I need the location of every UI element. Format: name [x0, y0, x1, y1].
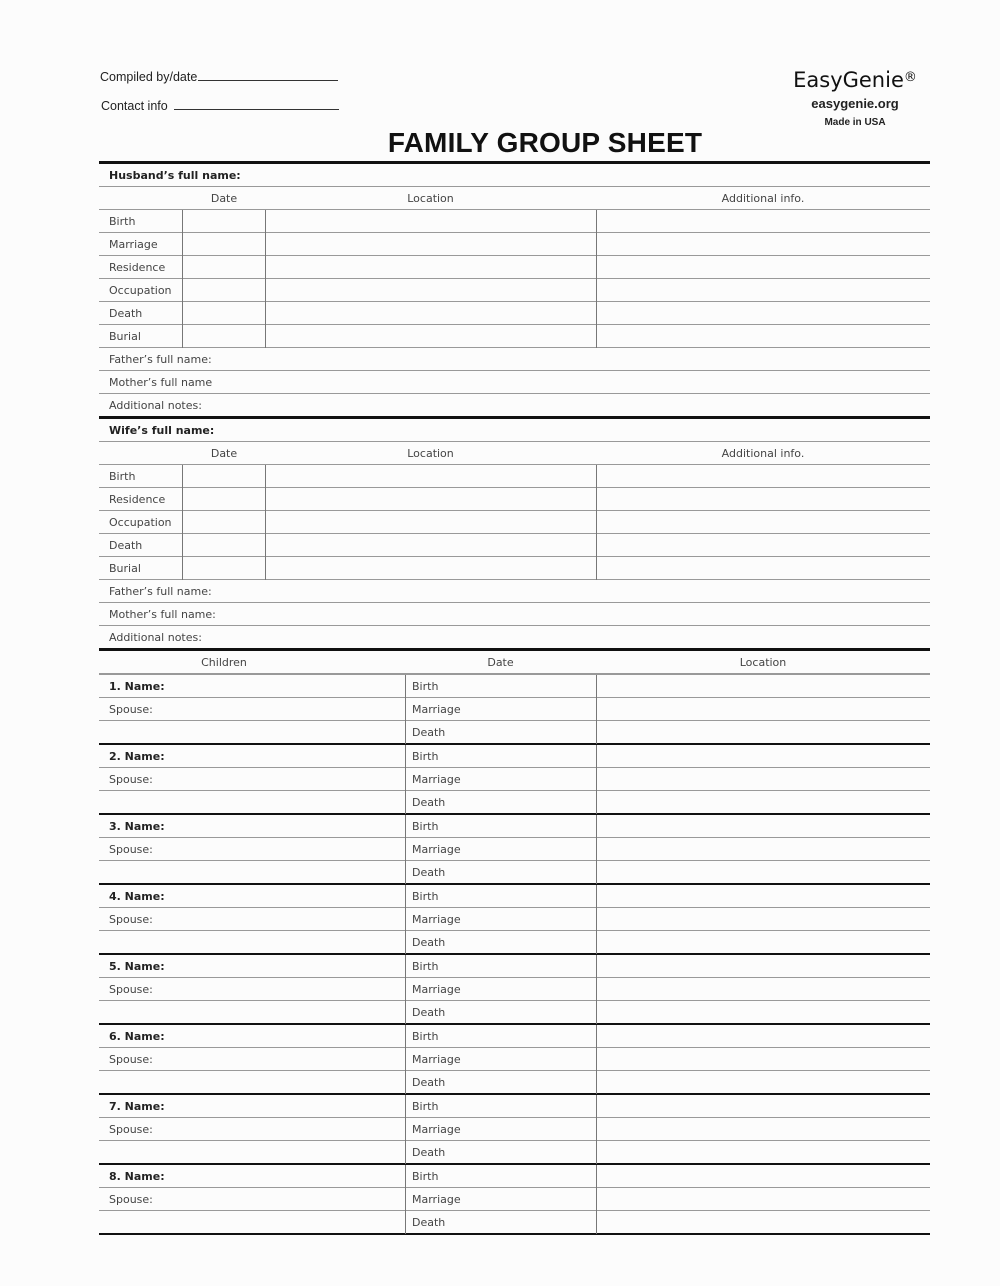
column-divider — [405, 978, 406, 1001]
column-divider — [405, 955, 406, 978]
column-divider — [596, 465, 597, 488]
column-divider — [596, 931, 597, 954]
column-divider — [405, 908, 406, 931]
column-divider — [405, 815, 406, 838]
event-row-residence[interactable] — [99, 256, 930, 279]
event-label: Residence — [109, 493, 166, 506]
column-divider — [265, 302, 266, 325]
event-label: Death — [412, 866, 446, 879]
child-row[interactable] — [99, 838, 930, 861]
event-label: Death — [412, 1006, 446, 1019]
event-label: Marriage — [412, 1193, 461, 1206]
column-divider — [596, 534, 597, 557]
column-divider — [596, 698, 597, 721]
column-divider — [182, 325, 183, 348]
event-label: Burial — [109, 330, 141, 343]
child-row[interactable] — [99, 1141, 930, 1163]
child-row[interactable] — [99, 885, 930, 908]
column-divider — [596, 210, 597, 233]
child-row[interactable] — [99, 955, 930, 978]
child-row[interactable] — [99, 1095, 930, 1118]
husband-column-headers — [99, 187, 930, 210]
event-label: Marriage — [109, 238, 158, 251]
child-row[interactable] — [99, 978, 930, 1001]
column-divider — [596, 1048, 597, 1071]
col-children: Children — [201, 655, 247, 669]
column-divider — [265, 534, 266, 557]
event-label: Death — [109, 539, 143, 552]
column-divider — [596, 1025, 597, 1048]
column-divider — [182, 534, 183, 557]
mother-label: Mother’s full name: — [109, 607, 216, 621]
column-divider — [596, 302, 597, 325]
husband-name-row[interactable] — [99, 164, 930, 187]
event-label: Birth — [412, 680, 439, 693]
child-row[interactable] — [99, 1188, 930, 1211]
column-divider — [265, 210, 266, 233]
child-name-label: 1. Name: — [109, 680, 165, 693]
child-name-label: 5. Name: — [109, 960, 165, 973]
column-divider — [405, 698, 406, 721]
child-row[interactable] — [99, 721, 930, 743]
event-label: Burial — [109, 562, 141, 575]
column-divider — [265, 279, 266, 302]
column-divider — [405, 1118, 406, 1141]
column-divider — [596, 256, 597, 279]
column-divider — [405, 745, 406, 768]
column-divider — [596, 279, 597, 302]
compiled-by-field[interactable] — [198, 70, 338, 81]
column-divider — [265, 325, 266, 348]
spouse-label: Spouse: — [109, 913, 153, 926]
wife-father-row[interactable] — [99, 580, 930, 603]
husband-notes-row[interactable] — [99, 394, 930, 416]
column-divider — [182, 210, 183, 233]
event-label: Death — [412, 796, 446, 809]
event-label: Marriage — [412, 843, 461, 856]
event-label: Marriage — [412, 983, 461, 996]
brand-logo — [770, 68, 940, 92]
child-row[interactable] — [99, 861, 930, 883]
event-row-marriage[interactable] — [99, 233, 930, 256]
column-divider — [596, 791, 597, 814]
child-entry — [99, 885, 930, 955]
column-divider — [182, 465, 183, 488]
child-entry — [99, 1025, 930, 1095]
event-label: Death — [412, 1076, 446, 1089]
event-row-occupation[interactable] — [99, 511, 930, 534]
event-label: Birth — [412, 750, 439, 763]
column-divider — [596, 815, 597, 838]
col-date: Date — [210, 446, 238, 460]
column-divider — [182, 233, 183, 256]
notes-label: Additional notes: — [109, 630, 202, 644]
column-divider — [596, 1165, 597, 1188]
event-row-residence[interactable] — [99, 488, 930, 511]
child-row[interactable] — [99, 1118, 930, 1141]
event-label: Marriage — [412, 703, 461, 716]
column-divider — [596, 838, 597, 861]
event-label: Marriage — [412, 1123, 461, 1136]
father-label: Father’s full name: — [109, 352, 212, 366]
column-divider — [405, 861, 406, 884]
column-divider — [265, 511, 266, 534]
children-column-headers — [99, 651, 930, 674]
col-date: Date — [210, 191, 238, 205]
col-location: Location — [407, 191, 454, 205]
column-divider — [596, 1141, 597, 1164]
form — [99, 161, 930, 1235]
made-in-label: Made in USA — [824, 117, 886, 128]
event-label: Birth — [412, 890, 439, 903]
wife-name-row[interactable] — [99, 419, 930, 442]
child-entry — [99, 745, 930, 815]
column-divider — [405, 721, 406, 744]
child-row[interactable] — [99, 931, 930, 953]
column-divider — [596, 1118, 597, 1141]
column-divider — [405, 931, 406, 954]
column-divider — [182, 302, 183, 325]
column-divider — [596, 885, 597, 908]
child-entry — [99, 1095, 930, 1165]
column-divider — [405, 1025, 406, 1048]
column-divider — [596, 861, 597, 884]
mother-label: Mother’s full name — [109, 375, 213, 389]
wife-name-label: Wife’s full name: — [109, 423, 215, 437]
child-row[interactable] — [99, 815, 930, 838]
column-divider — [596, 511, 597, 534]
event-label: Marriage — [412, 913, 461, 926]
event-label: Death — [412, 1146, 446, 1159]
wife-mother-row[interactable] — [99, 603, 930, 626]
column-divider — [596, 745, 597, 768]
col-additional-info: Additional info. — [721, 446, 805, 460]
column-divider — [405, 1165, 406, 1188]
child-name-label: 7. Name: — [109, 1100, 165, 1113]
child-row[interactable] — [99, 1165, 930, 1188]
brand-url: easygenie.org — [811, 96, 899, 111]
column-divider — [596, 1071, 597, 1094]
column-divider — [596, 1188, 597, 1211]
brand-name: EasyGenie — [793, 68, 904, 92]
notes-label: Additional notes: — [109, 398, 202, 412]
event-row-burial[interactable] — [99, 325, 930, 348]
contact-info-label: Contact info — [101, 99, 168, 113]
child-name-label: 6. Name: — [109, 1030, 165, 1043]
spouse-label: Spouse: — [109, 1053, 153, 1066]
column-divider — [596, 978, 597, 1001]
event-label: Birth — [412, 1030, 439, 1043]
column-divider — [596, 1211, 597, 1234]
column-divider — [405, 1095, 406, 1118]
event-label: Occupation — [109, 516, 172, 529]
child-row[interactable] — [99, 1025, 930, 1048]
column-divider — [182, 511, 183, 534]
event-label: Occupation — [109, 284, 172, 297]
spouse-label: Spouse: — [109, 773, 153, 786]
spouse-label: Spouse: — [109, 1193, 153, 1206]
column-divider — [265, 465, 266, 488]
column-divider — [405, 675, 406, 698]
event-row-death[interactable] — [99, 534, 930, 557]
contact-info-field[interactable] — [174, 99, 339, 110]
husband-father-row[interactable] — [99, 348, 930, 371]
column-divider — [182, 557, 183, 580]
event-label: Birth — [412, 820, 439, 833]
child-row[interactable] — [99, 698, 930, 721]
column-divider — [596, 1095, 597, 1118]
child-row[interactable] — [99, 1211, 930, 1233]
husband-mother-row[interactable] — [99, 371, 930, 394]
event-label: Marriage — [412, 1053, 461, 1066]
column-divider — [405, 838, 406, 861]
child-name-label: 3. Name: — [109, 820, 165, 833]
event-label: Death — [412, 726, 446, 739]
spouse-label: Spouse: — [109, 843, 153, 856]
event-label: Death — [412, 1216, 446, 1229]
event-label: Birth — [109, 470, 136, 483]
column-divider — [596, 908, 597, 931]
column-divider — [596, 233, 597, 256]
event-label: Residence — [109, 261, 166, 274]
compiled-by-line — [100, 70, 338, 84]
column-divider — [405, 885, 406, 908]
child-entry — [99, 1165, 930, 1235]
column-divider — [596, 325, 597, 348]
column-divider — [405, 1071, 406, 1094]
father-label: Father’s full name: — [109, 584, 212, 598]
child-row[interactable] — [99, 768, 930, 791]
column-divider — [405, 1188, 406, 1211]
child-row[interactable] — [99, 1001, 930, 1023]
child-row[interactable] — [99, 675, 930, 698]
column-divider — [405, 1048, 406, 1071]
column-divider — [182, 488, 183, 511]
contact-info-line — [101, 99, 339, 113]
wife-notes-row[interactable] — [99, 626, 930, 648]
event-label: Marriage — [412, 773, 461, 786]
event-label: Death — [109, 307, 143, 320]
column-divider — [405, 768, 406, 791]
column-divider — [182, 256, 183, 279]
event-row-death[interactable] — [99, 302, 930, 325]
col-location: Location — [739, 655, 787, 669]
spouse-label: Spouse: — [109, 1123, 153, 1136]
child-name-label: 2. Name: — [109, 750, 165, 763]
child-row[interactable] — [99, 791, 930, 813]
column-divider — [596, 1001, 597, 1024]
child-row[interactable] — [99, 745, 930, 768]
column-divider — [405, 1141, 406, 1164]
child-row[interactable] — [99, 908, 930, 931]
spouse-label: Spouse: — [109, 703, 153, 716]
event-row-burial[interactable] — [99, 557, 930, 580]
column-divider — [596, 768, 597, 791]
child-name-label: 8. Name: — [109, 1170, 165, 1183]
compiled-by-label: Compiled by/date — [100, 70, 198, 84]
column-divider — [596, 721, 597, 744]
page-title: FAMILY GROUP SHEET — [387, 127, 703, 158]
column-divider — [182, 279, 183, 302]
child-entry — [99, 815, 930, 885]
column-divider — [265, 233, 266, 256]
column-divider — [405, 1211, 406, 1234]
child-row[interactable] — [99, 1048, 930, 1071]
event-label: Birth — [109, 215, 136, 228]
col-additional-info: Additional info. — [721, 191, 805, 205]
husband-name-label: Husband’s full name: — [109, 168, 241, 182]
column-divider — [596, 557, 597, 580]
child-row[interactable] — [99, 1071, 930, 1093]
child-entry — [99, 955, 930, 1025]
event-label: Birth — [412, 1100, 439, 1113]
event-label: Birth — [412, 1170, 439, 1183]
event-row-birth[interactable] — [99, 210, 930, 233]
child-name-label: 4. Name: — [109, 890, 165, 903]
wife-column-headers — [99, 442, 930, 465]
child-entry — [99, 674, 930, 745]
column-divider — [265, 488, 266, 511]
column-divider — [265, 557, 266, 580]
column-divider — [265, 256, 266, 279]
event-row-birth[interactable] — [99, 465, 930, 488]
spouse-label: Spouse: — [109, 983, 153, 996]
event-label: Death — [412, 936, 446, 949]
col-date: Date — [487, 655, 514, 669]
registered-mark: ® — [903, 70, 917, 85]
column-divider — [405, 791, 406, 814]
col-location: Location — [407, 446, 454, 460]
column-divider — [596, 488, 597, 511]
column-divider — [405, 1001, 406, 1024]
column-divider — [596, 675, 597, 698]
event-row-occupation[interactable] — [99, 279, 930, 302]
event-label: Birth — [412, 960, 439, 973]
column-divider — [596, 955, 597, 978]
brand-block — [770, 68, 940, 128]
